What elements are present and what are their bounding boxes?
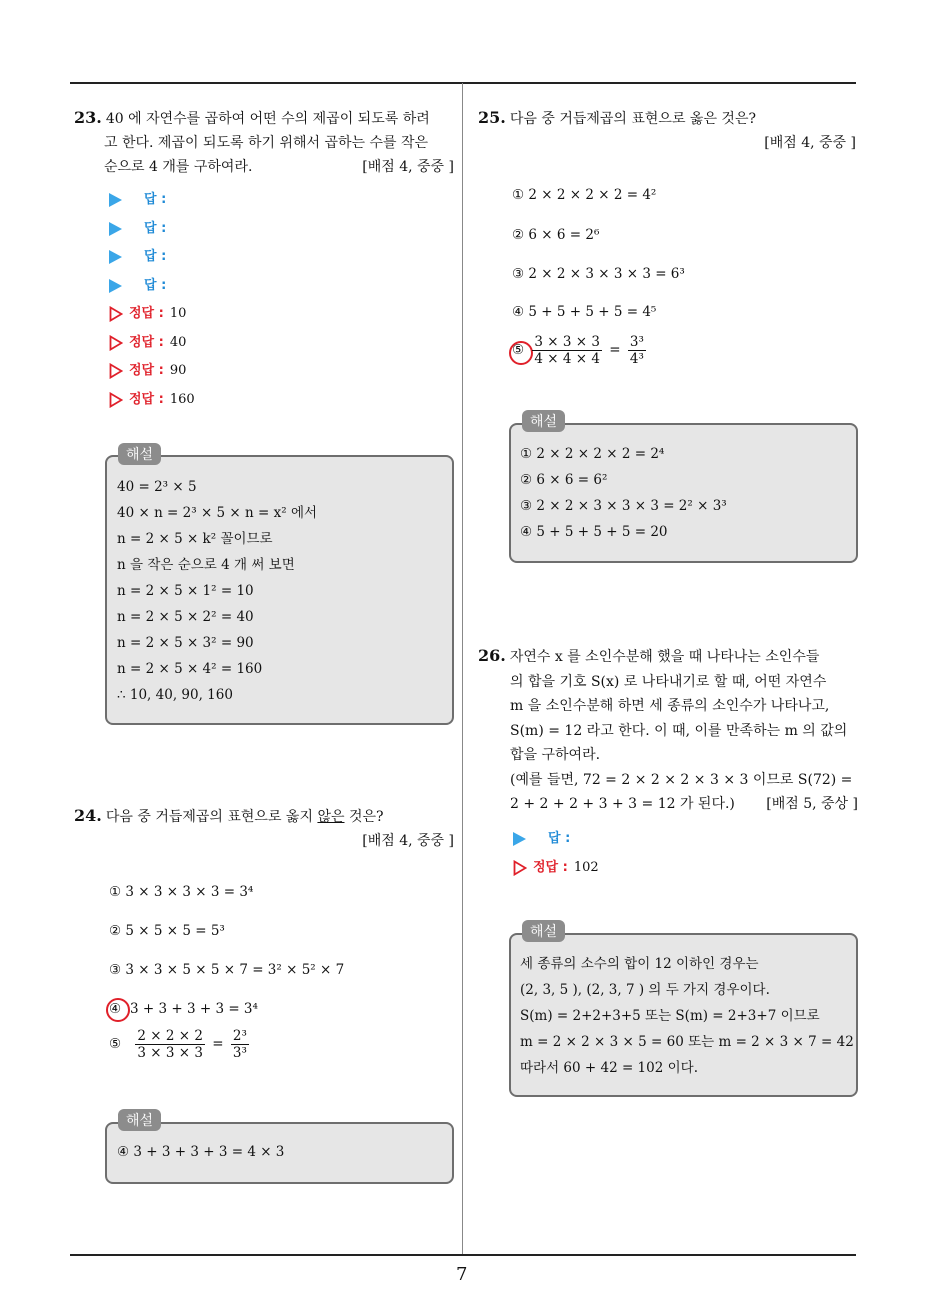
option-4-marker[interactable]: ④ <box>109 1001 122 1017</box>
explanation-text <box>117 474 317 708</box>
correct-label: 정답 : <box>533 859 568 875</box>
option-2[interactable]: ② 6 × 6 = 2⁶ <box>512 227 600 243</box>
explanation-line: ④ 5 + 5 + 5 + 5 = 20 <box>520 524 668 540</box>
explanation-line: (2, 3, 5 ), (2, 3, 7 ) 의 두 가지 경우이다. <box>520 982 770 998</box>
explanation-line: m = 2 × 2 × 3 × 5 = 60 또는 m = 2 × 3 × 7 = 42 <box>520 1034 854 1050</box>
denominator: 4³ <box>629 351 644 367</box>
explanation-tag: 해설 <box>522 410 565 432</box>
correct-value: 90 <box>169 363 187 379</box>
numerator: 2³ <box>232 1028 247 1044</box>
score-meta: [배점 5, 중상 ] <box>766 796 858 812</box>
correct-answer-row <box>109 386 195 415</box>
question-text: 다음 중 거듭제곱의 표현으로 옳은 것은? <box>509 111 756 127</box>
question-number: 26. <box>478 646 506 665</box>
answer-row[interactable] <box>513 825 599 854</box>
question-23 <box>74 106 454 179</box>
question-number: 23. <box>74 108 102 127</box>
explanation-line: ④ 3 + 3 + 3 + 3 = 4 × 3 <box>117 1144 285 1160</box>
correct-answer-row <box>109 357 195 386</box>
filled-triangle-icon <box>109 250 122 264</box>
equals-sign: = <box>212 1036 224 1052</box>
explanation-line: S(m) = 2+2+3+5 또는 S(m) = 2+3+7 이므로 <box>520 1008 820 1024</box>
denominator: 4 × 4 × 4 <box>534 351 600 367</box>
answer-label: 답 : <box>144 220 167 236</box>
explanation-text <box>520 951 854 1081</box>
question-text: m 을 소인수분해 하면 세 종류의 소인수가 나타나고, <box>510 698 830 714</box>
explanation-line: 40 × n = 2³ × 5 × n = x² 에서 <box>117 505 318 521</box>
question-text: 2 + 2 + 2 + 3 + 3 = 12 가 된다.) <box>510 796 735 812</box>
question-text: 40 에 자연수를 곱하여 어떤 수의 제곱이 되도록 하려 <box>105 111 430 127</box>
explanation-line: n = 2 × 5 × 1² = 10 <box>117 583 254 599</box>
denominator: 3 × 3 × 3 <box>137 1045 203 1061</box>
score-meta: [배점 4, 중중 ] <box>764 135 856 151</box>
question-text: 자연수 x 를 소인수분해 했을 때 나타나는 소인수들 <box>509 649 820 665</box>
correct-value: 10 <box>169 306 187 322</box>
option-1[interactable]: ① 2 × 2 × 2 × 2 = 4² <box>512 187 657 203</box>
filled-triangle-icon <box>109 222 122 236</box>
answer-list-26 <box>513 825 599 882</box>
explanation-line: 40 = 2³ × 5 <box>117 479 197 495</box>
question-text: 다음 중 거듭제곱의 표현으로 옳지 <box>105 809 318 825</box>
option-4[interactable]: ④ 5 + 5 + 5 + 5 = 4⁵ <box>512 304 657 320</box>
option-3[interactable]: ③ 2 × 2 × 3 × 3 × 3 = 6³ <box>512 266 685 282</box>
explanation-line: 따라서 60 + 42 = 102 이다. <box>520 1060 698 1076</box>
filled-triangle-icon <box>109 279 122 293</box>
option-3[interactable]: ③ 3 × 3 × 5 × 5 × 7 = 3² × 5² × 7 <box>109 962 345 978</box>
column-divider <box>462 83 463 1255</box>
correct-label: 정답 : <box>129 363 164 379</box>
question-number: 24. <box>74 806 102 825</box>
outline-triangle-icon <box>109 363 123 379</box>
option-5-marker: ⑤ <box>512 342 525 358</box>
option-2[interactable]: ② 5 × 5 × 5 = 5³ <box>109 923 225 939</box>
question-text-underlined: 않은 <box>317 809 345 825</box>
explanation-tag: 해설 <box>118 1109 161 1131</box>
explanation-line: ① 2 × 2 × 2 × 2 = 2⁴ <box>520 446 665 462</box>
option-1[interactable]: ① 3 × 3 × 3 × 3 = 3⁴ <box>109 884 254 900</box>
correct-label: 정답 : <box>129 306 164 322</box>
fraction <box>135 1028 205 1061</box>
outline-triangle-icon <box>109 392 123 408</box>
question-text: 순으로 4 개를 구하여라. <box>104 159 253 175</box>
score-meta: [배점 4, 중중 ] <box>362 833 454 849</box>
explanation-line: n 을 작은 순으로 4 개 써 보면 <box>117 557 295 573</box>
question-25 <box>478 106 856 155</box>
question-text: (예를 들면, 72 = 2 × 2 × 2 × 3 × 3 이므로 S(72) = <box>510 771 853 788</box>
answer-row[interactable] <box>109 243 195 272</box>
correct-value: 40 <box>169 334 187 350</box>
answer-row[interactable] <box>109 215 195 244</box>
correct-answer-row <box>109 300 195 329</box>
outline-triangle-icon <box>109 335 123 351</box>
answer-list-23 <box>109 186 195 414</box>
explanation-line: 세 종류의 소수의 합이 12 이하인 경우는 <box>520 956 759 972</box>
question-24 <box>74 804 454 853</box>
option-4[interactable]: 3 + 3 + 3 + 3 = 3⁴ <box>130 1001 258 1017</box>
correct-label: 정답 : <box>129 391 164 407</box>
page-number: 7 <box>456 1264 468 1285</box>
answer-label: 답 : <box>144 192 167 208</box>
option-5[interactable] <box>512 334 649 367</box>
denominator: 3³ <box>232 1045 247 1061</box>
filled-triangle-icon <box>513 832 526 846</box>
explanation-tag: 해설 <box>522 920 565 942</box>
question-text: 것은? <box>344 809 384 825</box>
fraction <box>532 334 602 367</box>
explanation-text <box>520 441 727 545</box>
question-text: S(m) = 12 라고 한다. 이 때, 이를 만족하는 m 의 값의 <box>510 722 848 739</box>
question-number: 25. <box>478 108 506 127</box>
question-26 <box>478 644 858 817</box>
bottom-rule <box>70 1254 856 1256</box>
fraction <box>231 1028 249 1061</box>
score-meta: [배점 4, 중중 ] <box>362 159 454 175</box>
explanation-tag: 해설 <box>118 443 161 465</box>
correct-value: 160 <box>169 391 195 407</box>
explanation-line: n = 2 × 5 × 3² = 90 <box>117 635 254 651</box>
numerator: 3³ <box>629 334 644 350</box>
equals-sign: = <box>609 342 621 358</box>
question-text: 고 한다. 제곱이 되도록 하기 위해서 곱하는 수를 작은 <box>104 135 429 151</box>
answer-label: 답 : <box>548 831 571 847</box>
explanation-line: n = 2 × 5 × 4² = 160 <box>117 661 263 677</box>
explanation-text <box>117 1139 284 1165</box>
answer-row[interactable] <box>109 272 195 301</box>
explanation-line: ∴ 10, 40, 90, 160 <box>117 687 233 703</box>
answer-label: 답 : <box>144 277 167 293</box>
top-rule <box>70 82 856 84</box>
question-text: 의 합을 기호 S(x) 로 나타내기로 할 때, 어떤 자연수 <box>510 673 827 690</box>
correct-answer-row <box>109 329 195 358</box>
numerator: 3 × 3 × 3 <box>534 334 600 350</box>
filled-triangle-icon <box>109 193 122 207</box>
fraction <box>628 334 646 367</box>
outline-triangle-icon <box>109 306 123 322</box>
question-text: 합을 구하여라. <box>510 747 601 763</box>
option-5-marker: ⑤ <box>109 1036 122 1052</box>
explanation-line: n = 2 × 5 × k² 꼴이므로 <box>117 531 273 547</box>
explanation-line: n = 2 × 5 × 2² = 40 <box>117 609 254 625</box>
numerator: 2 × 2 × 2 <box>137 1028 203 1044</box>
correct-answer-row <box>513 854 599 883</box>
correct-label: 정답 : <box>129 334 164 350</box>
explanation-line: ② 6 × 6 = 6² <box>520 472 608 488</box>
outline-triangle-icon <box>513 860 527 876</box>
answer-row[interactable] <box>109 186 195 215</box>
explanation-line: ③ 2 × 2 × 3 × 3 × 3 = 2² × 3³ <box>520 498 727 514</box>
option-5[interactable] <box>109 1028 252 1061</box>
correct-value: 102 <box>573 859 599 875</box>
answer-label: 답 : <box>144 249 167 265</box>
